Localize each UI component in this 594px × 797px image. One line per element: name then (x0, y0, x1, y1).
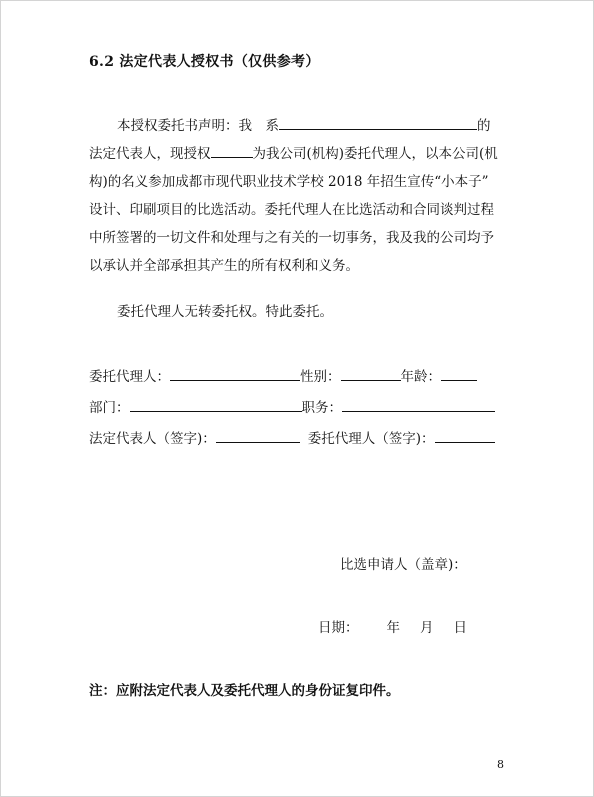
gender-field[interactable] (341, 366, 401, 381)
declaration-line-4: 设计、印刷项目的比选活动。委托代理人在比选活动和合同谈判过程 (89, 202, 494, 218)
declaration-line-6: 以承认并全部承担其产生的所有权利和义务。 (89, 258, 359, 274)
legal-sign-label: 法定代表人（签字)： (89, 431, 216, 447)
applicant-seal-label: 比选申请人（盖章)： (340, 557, 467, 573)
agent-info-row (89, 366, 505, 386)
date-label: 日期： (318, 620, 359, 636)
company-name-blank[interactable] (279, 115, 477, 130)
declaration-paragraph (89, 112, 505, 280)
date-year: 年 (386, 620, 400, 636)
declaration-line-5: 中所签署的一切文件和处理与之有关的一切事务，我及我的公司均予 (89, 230, 494, 246)
agent-name-field[interactable] (170, 366, 300, 381)
dept-position-row (89, 397, 505, 417)
legal-signature-field[interactable] (216, 428, 300, 443)
position-field[interactable] (342, 397, 495, 412)
section-heading: 6.2 法定代表人授权书（仅供参考） (89, 54, 320, 70)
no-transfer-statement (89, 298, 505, 326)
dept-label: 部门： (89, 400, 130, 416)
date-day: 日 (453, 620, 467, 636)
declaration-line-2 (89, 140, 505, 168)
age-field[interactable] (441, 366, 477, 381)
page-number: 8 (497, 758, 504, 771)
declaration-line-1 (89, 112, 505, 140)
declaration-line-2-prefix: 法定代表人，现授权 (89, 146, 211, 162)
declaration-line-2-suffix: 为我公司(机构)委托代理人，以本公司(机 (252, 146, 498, 162)
agent-label: 委托代理人： (89, 369, 170, 385)
signature-row (89, 428, 505, 448)
declaration-line-3: 构)的名义参加成都市现代职业技术学校 2018 年招生宣传“小本子” (89, 174, 489, 190)
position-label: 职务： (301, 400, 342, 416)
date-row (318, 616, 467, 636)
date-month: 月 (420, 620, 434, 636)
agent-sign-label: 委托代理人（签字)： (307, 431, 435, 447)
attachment-note: 注：应附法定代表人及委托代理人的身份证复印件。 (89, 683, 400, 699)
agent-signature-field[interactable] (435, 428, 495, 443)
age-label: 年龄： (400, 369, 441, 385)
no-transfer-text: 委托代理人无转委托权。特此委托。 (117, 304, 333, 320)
declaration-line-1-text: 本授权委托书声明：我 系 (117, 118, 279, 134)
declaration-line-1-suffix: 的 (477, 118, 491, 134)
dept-field[interactable] (130, 397, 302, 412)
gender-label: 性别： (300, 369, 341, 385)
authorized-person-blank[interactable] (211, 143, 253, 158)
